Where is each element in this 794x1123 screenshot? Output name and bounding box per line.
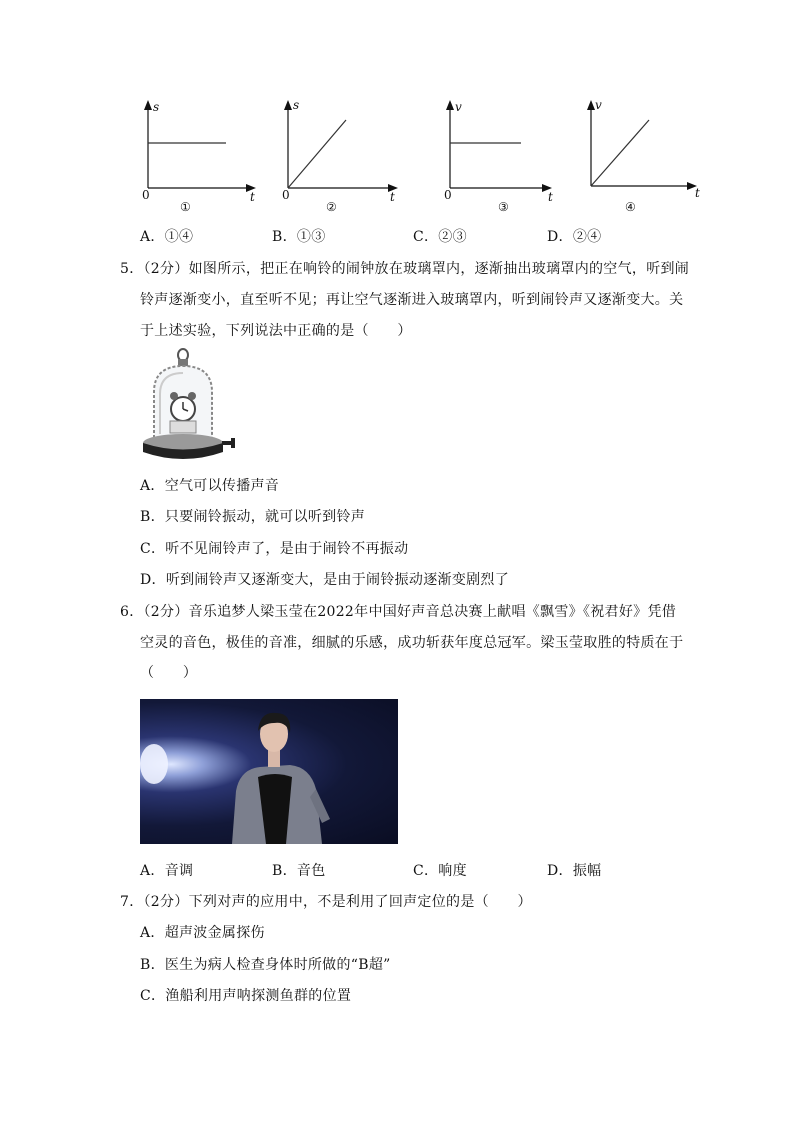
- graph-number: ④: [625, 200, 636, 214]
- origin-label: 0: [142, 188, 150, 202]
- q6-stem-line1: 6．（2分）音乐追梦人梁玉莹在2022年中国好声音总决赛上献唱《飘雪》《祝君好》凭借: [120, 604, 677, 620]
- q6-stem-line3: （ ）: [140, 665, 198, 681]
- q7-option-a: A．超声波金属探伤: [140, 925, 265, 941]
- bell-jar-illustration: [140, 346, 240, 468]
- graph-1: [140, 96, 270, 220]
- q5-option-d: D．听到闹铃声又逐渐变大，是由于闹铃振动逐渐变剧烈了: [140, 572, 510, 588]
- q5-option-b: B．只要闹铃振动，就可以听到铃声: [140, 509, 366, 525]
- q7-stem-line1: 7．（2分）下列对声的应用中，不是利用了回声定位的是（ ）: [120, 894, 532, 910]
- graph-3: [442, 96, 572, 220]
- q5-stem-line2: 铃声逐渐变小，直至听不见；再让空气逐渐进入玻璃罩内，听到闹铃声又逐渐变大。关: [140, 292, 684, 308]
- graph-number: ①: [180, 200, 191, 214]
- q6-option-a: A．音调: [140, 863, 194, 879]
- q5-stem-line3: 于上述实验，下列说法中正确的是（ ）: [140, 323, 412, 339]
- q5-stem-line1: 5．（2分）如图所示，把正在响铃的闹钟放在玻璃罩内，逐渐抽出玻璃罩内的空气，听到闹: [120, 261, 690, 277]
- q7-option-c: C．渔船利用声呐探测鱼群的位置: [140, 988, 352, 1004]
- q6-option-c: C．响度: [413, 863, 467, 879]
- q5-option-c: C．听不见闹铃声了，是由于闹铃不再振动: [140, 541, 409, 557]
- x-axis-label: t: [548, 190, 553, 204]
- q5-option-a: A．空气可以传播声音: [140, 478, 280, 494]
- graph-2: [280, 96, 410, 220]
- y-axis-label: s: [293, 98, 300, 112]
- origin-label: 0: [444, 188, 452, 202]
- origin-label: 0: [282, 188, 290, 202]
- q4-option-b: B．①③: [272, 229, 326, 245]
- q6-option-b: B．音色: [272, 863, 326, 879]
- y-axis-label: s: [153, 100, 160, 114]
- y-axis-label: v: [455, 100, 462, 114]
- singer-figure-icon: [140, 699, 398, 844]
- q4-option-a: A．①④: [140, 229, 194, 245]
- q6-stem-line2: 空灵的音色，极佳的音准，细腻的乐感，成功斩获年度总冠军。梁玉莹取胜的特质在于: [140, 635, 684, 651]
- q4-option-c: C．②③: [413, 229, 467, 245]
- graph-number: ③: [498, 200, 509, 214]
- graph-4: [583, 96, 713, 220]
- q7-option-b: B．医生为病人检查身体时所做的“B超”: [140, 957, 391, 973]
- graph-number: ②: [326, 200, 337, 214]
- singer-photo: [140, 699, 398, 844]
- x-axis-label: t: [695, 186, 700, 200]
- x-axis-label: t: [250, 190, 255, 204]
- x-axis-label: t: [390, 190, 395, 204]
- q4-option-d: D．②④: [547, 229, 602, 245]
- y-axis-label: v: [595, 98, 602, 112]
- bell-jar-icon: [140, 346, 240, 468]
- q6-option-d: D．振幅: [547, 863, 602, 879]
- graph-4-svg: [583, 96, 713, 220]
